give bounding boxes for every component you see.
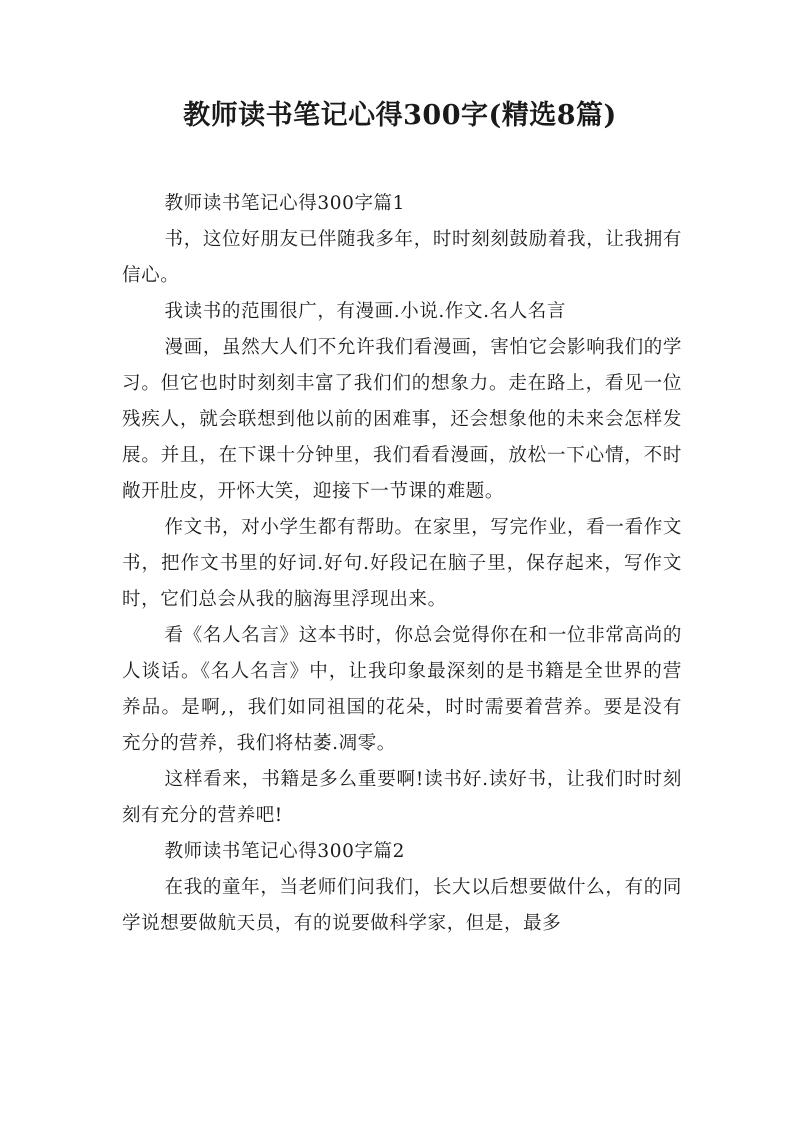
paragraph: 在我的童年，当老师们问我们，长大以后想要做什么，有的同学说想要做航天员，有的说要做科学家，但是，最多 — [122, 877, 682, 934]
section-heading-2: 教师读书笔记心得300字篇2 — [164, 841, 406, 862]
paragraph: 漫画，虽然大人们不允许我们看漫画，害怕它会影响我们的学习。但它也时时刻刻丰富了我们们的想象力。走在路上，看见一位残疾人，就会联想到他以前的困难事，还会想象他的未来会怎样发展。并且，在下课十分钟里，我们看看漫画，放松一下心情，不时敞开肚皮，开怀大笑，迎接下一节课的难题。 — [122, 337, 682, 502]
paragraph: 作文书，对小学生都有帮助。在家里，写完作业，看一看作文书，把作文书里的好词.好句.好段记在脑子里，保存起来，写作文时，它们总会从我的脑海里浮现出来。 — [122, 517, 682, 610]
document-title: 教师读书笔记心得300字(精选8篇) — [183, 100, 617, 131]
paragraph: 看《名人名言》这本书时，你总会觉得你在和一位非常高尚的人谈话。《名人名言》中，让我印象最深刻的是书籍是全世界的营养品。是啊,，我们如同祖国的花朵，时时需要着营养。要是没有充分的营养，我们将枯萎.凋零。 — [122, 625, 682, 754]
document-body — [122, 186, 682, 942]
section-heading-1: 教师读书笔记心得300字篇1 — [164, 193, 406, 214]
paragraph: 书，这位好朋友已伴随我多年，时时刻刻鼓励着我，让我拥有信心。 — [122, 229, 682, 286]
paragraph: 我读书的范围很广，有漫画.小说.作文.名人名言 — [164, 301, 566, 322]
paragraph: 这样看来，书籍是多么重要啊!读书好.读好书，让我们时时刻刻有充分的营养吧! — [122, 769, 682, 826]
